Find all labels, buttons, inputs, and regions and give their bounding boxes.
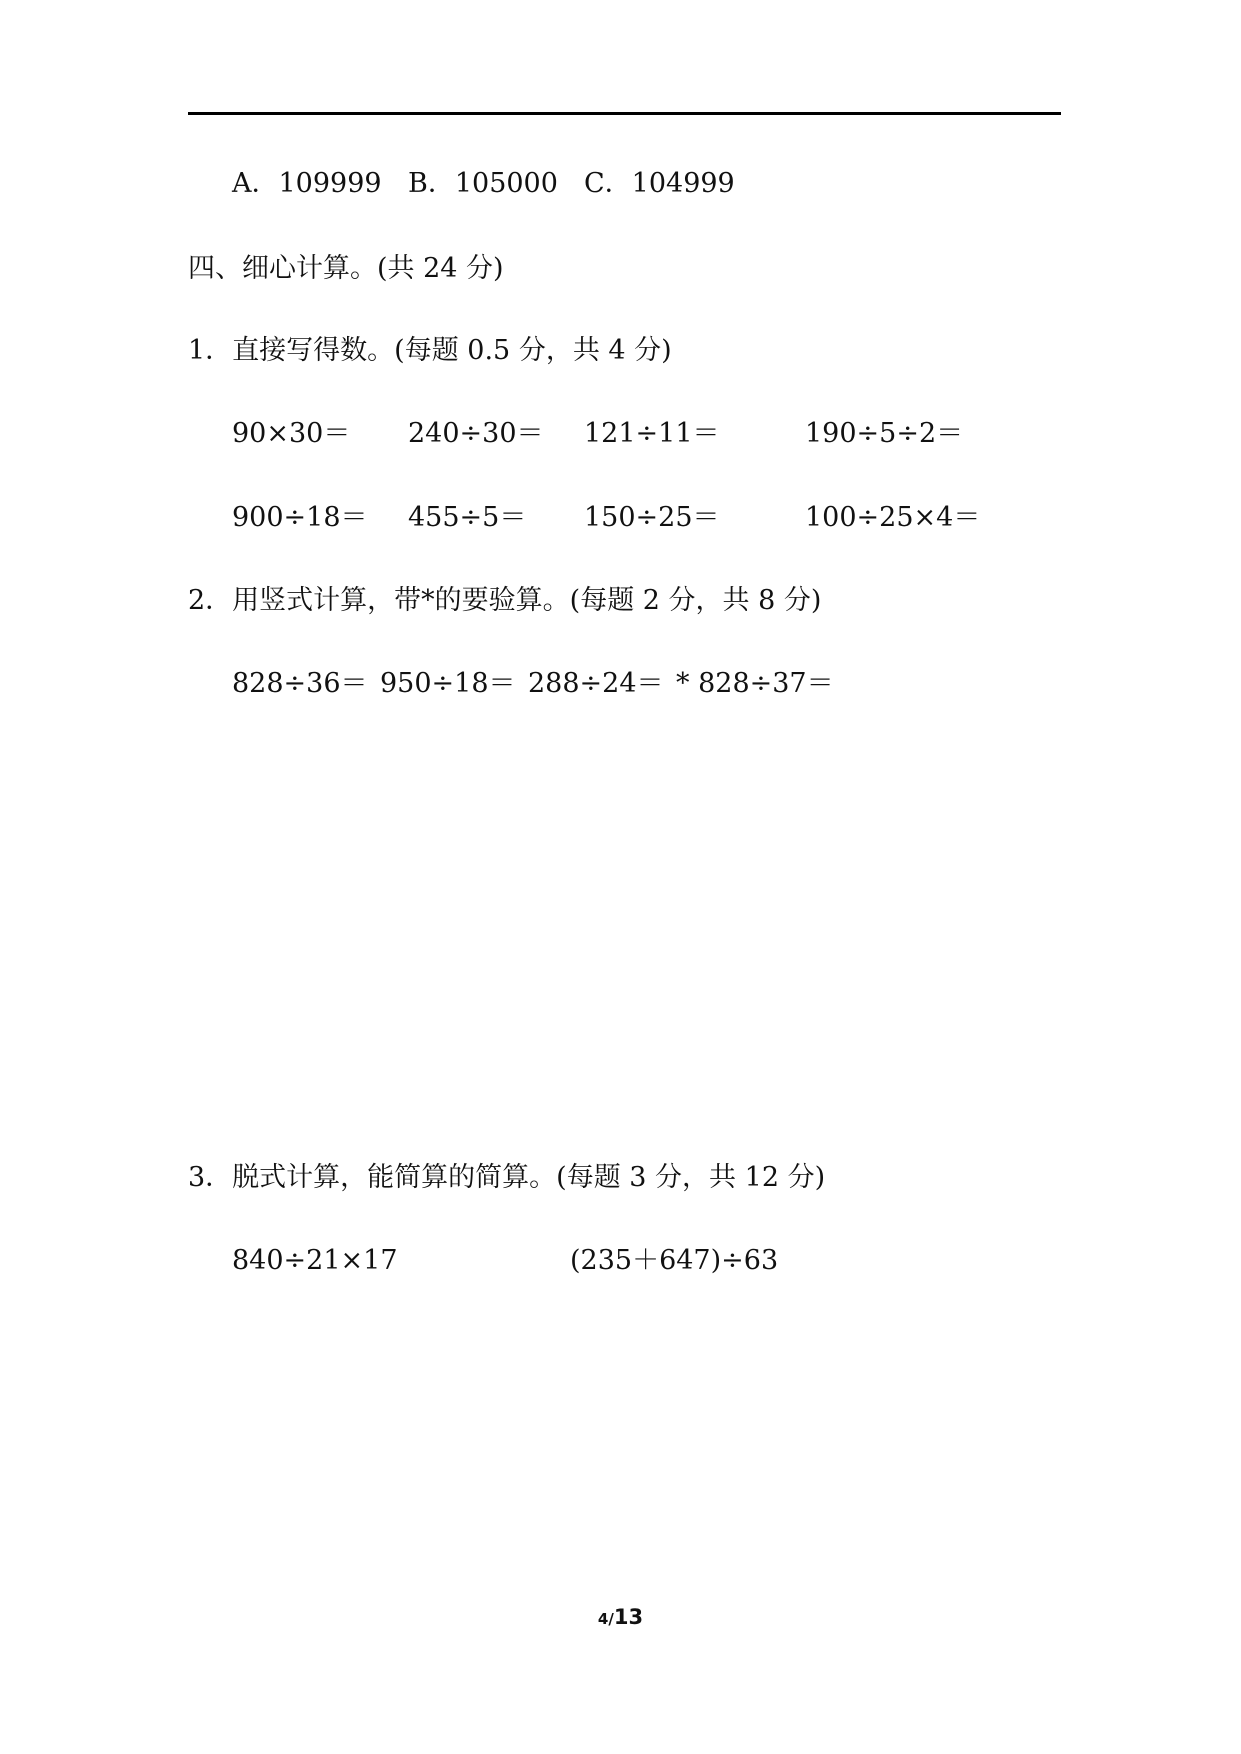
oral-calc-item: 240÷30＝ (408, 418, 544, 449)
header-rule (188, 112, 1061, 115)
stepwise-calc-item: 840÷21×17 (232, 1245, 398, 1276)
current-page: 4 (597, 1610, 609, 1628)
choice-c: C．104999 (584, 168, 735, 199)
page-number (0, 1605, 1241, 1629)
vertical-calc-item: 950÷18＝ (380, 668, 516, 699)
oral-calc-item: 121÷11＝ (584, 418, 720, 449)
oral-calc-item: 100÷25×4＝ (805, 502, 981, 533)
section-title: 四、细心计算。(共 24 分) (188, 253, 504, 284)
question-1-title: 1．直接写得数。(每题 0.5 分，共 4 分) (188, 335, 672, 366)
oral-calc-item: 455÷5＝ (408, 502, 527, 533)
page-separator: / (608, 1610, 614, 1628)
oral-calc-item: 90×30＝ (232, 418, 351, 449)
total-pages: 13 (613, 1605, 644, 1629)
choice-b: B．105000 (408, 168, 558, 199)
vertical-calc-item: 288÷24＝ (528, 668, 664, 699)
vertical-calc-item: * 828÷37＝ (676, 668, 834, 699)
vertical-calc-item: 828÷36＝ (232, 668, 368, 699)
question-3-title: 3．脱式计算，能简算的简算。(每题 3 分，共 12 分) (188, 1162, 826, 1193)
choice-a: A．109999 (232, 168, 382, 199)
stepwise-calc-item: (235＋647)÷63 (570, 1245, 779, 1276)
oral-calc-item: 900÷18＝ (232, 502, 368, 533)
oral-calc-item: 150÷25＝ (584, 502, 720, 533)
oral-calc-item: 190÷5÷2＝ (805, 418, 964, 449)
question-2-title: 2．用竖式计算，带*的要验算。(每题 2 分，共 8 分) (188, 585, 822, 616)
